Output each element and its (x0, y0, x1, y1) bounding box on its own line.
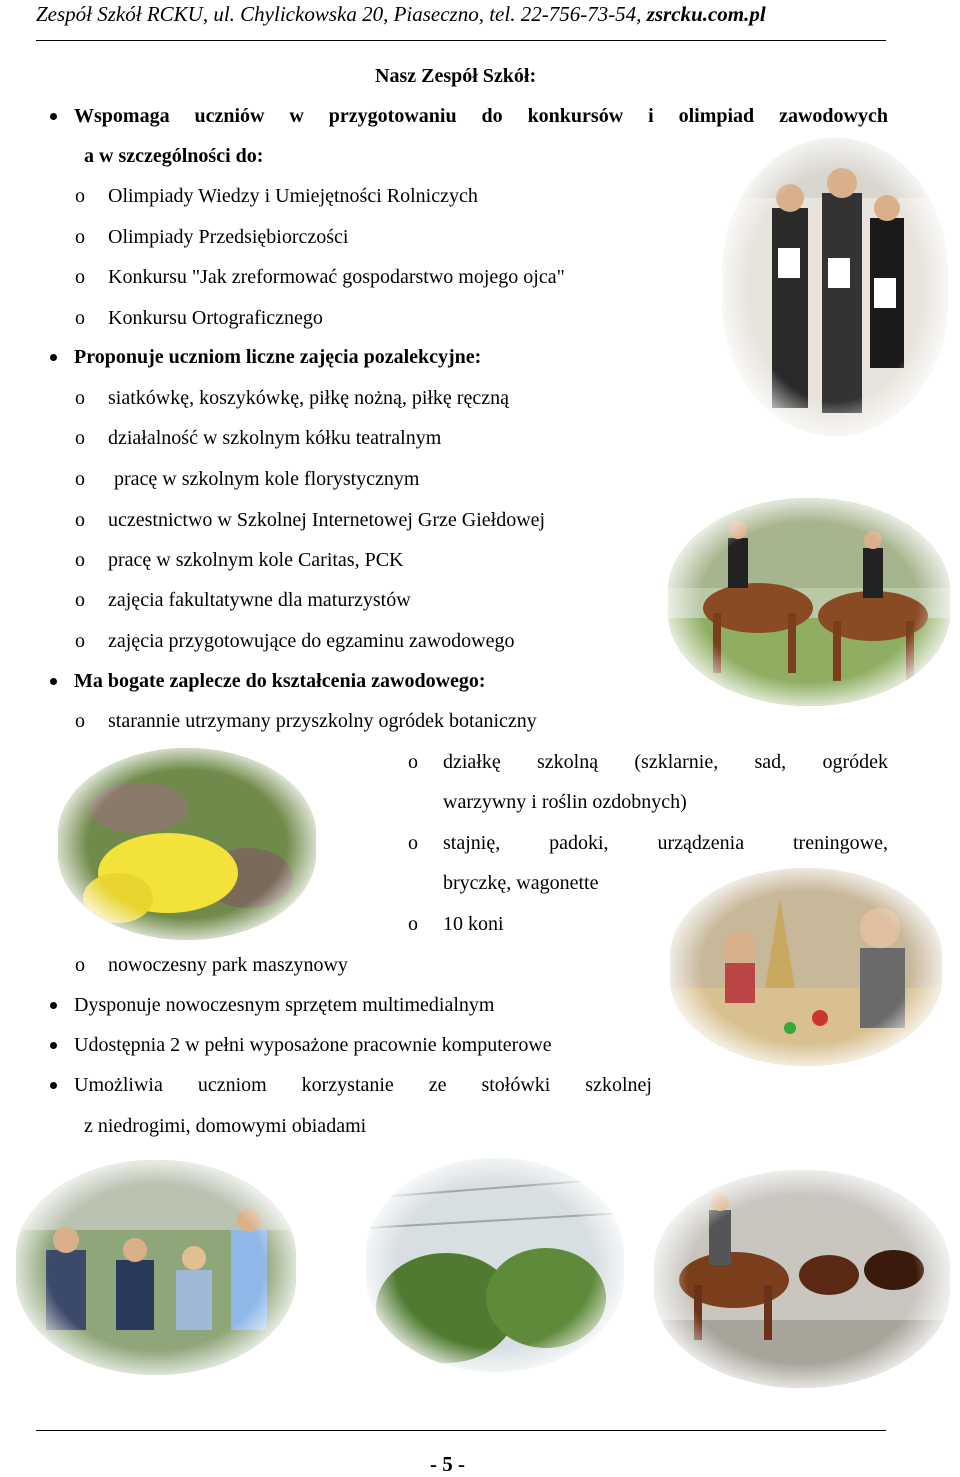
word: ze (428, 1074, 447, 1096)
students-outdoor-photo (16, 1160, 296, 1375)
list-item-cont: bryczkę, wagonette (443, 872, 599, 894)
list-marker: o (75, 589, 85, 611)
list-marker: o (75, 307, 85, 329)
page-number: - 5 - (430, 1452, 465, 1476)
list-marker: o (75, 427, 85, 449)
word: w (289, 105, 304, 127)
word: uczniom (197, 1074, 267, 1096)
section2-lead: Proponuje uczniom liczne zajęcia pozalekcyjne: (74, 346, 482, 368)
horses-parade-photo (654, 1170, 950, 1388)
header-address: Zespół Szkół RCKU, ul. Chylickowska 20, Piaseczno, tel. 22-756-73-54, (36, 2, 647, 26)
list-item: Olimpiady Przedsiębiorczości (108, 226, 349, 248)
bullet (50, 678, 57, 685)
list-marker: o (75, 954, 85, 976)
word: szkolną (537, 751, 599, 773)
greenhouse-photo (366, 1158, 624, 1372)
word: (szklarnie, (634, 751, 719, 773)
list-item: 10 koni (443, 913, 504, 935)
word: treningowe, (792, 832, 888, 854)
bullet (50, 1042, 57, 1049)
list-item: pracę w szkolnym kole Caritas, PCK (108, 549, 404, 571)
footer-rule (36, 1430, 886, 1431)
word: i (648, 105, 654, 127)
list-marker: o (75, 387, 85, 409)
list-item: uczestnictwo w Szkolnej Internetowej Grze Giełdowej (108, 509, 546, 531)
word: przygotowaniu (328, 105, 457, 127)
list-marker: o (75, 710, 85, 732)
list-marker: o (75, 468, 85, 490)
list-item: Konkursu Ortograficznego (108, 307, 323, 329)
section1-lead-cont: a w szczególności do: (84, 145, 264, 167)
botanical-garden-photo (58, 748, 316, 940)
list-item (443, 831, 888, 855)
word: padoki, (549, 832, 609, 854)
list-item: zajęcia fakultatywne dla maturzystów (108, 589, 411, 611)
word: uczniów (194, 105, 265, 127)
page-header (36, 2, 896, 27)
list-marker: o (75, 226, 85, 248)
list-marker: o (75, 549, 85, 571)
list-marker: o (408, 913, 418, 935)
list-marker: o (75, 185, 85, 207)
word: stołówki (481, 1074, 551, 1096)
word: stajnię, (443, 832, 501, 854)
word: działkę (443, 751, 501, 773)
list-item: siatkówkę, koszykówkę, piłkę nożną, piłkę ręczną (108, 387, 509, 409)
bullet (50, 354, 57, 361)
word: Umożliwia (74, 1074, 163, 1096)
section3-lead: Ma bogate zaplecze do kształcenia zawodowego: (74, 670, 486, 692)
list-item: zajęcia przygotowujące do egzaminu zawodowego (108, 630, 515, 652)
word: szkolnej (585, 1074, 652, 1096)
word: ogródek (822, 751, 888, 773)
list-marker: o (408, 832, 418, 854)
word: sad, (754, 751, 787, 773)
section1-lead (74, 104, 888, 128)
word: konkursów (527, 105, 624, 127)
list-marker: o (75, 509, 85, 531)
list-item (443, 750, 888, 774)
bullet (50, 1002, 57, 1009)
list-item: Konkursu "Jak zreformować gospodarstwo mojego ojca" (108, 266, 565, 288)
word: zawodowych (779, 105, 888, 127)
header-website: zsrcku.com.pl (646, 2, 766, 26)
list-item-cont: warzywny i roślin ozdobnych) (443, 791, 687, 813)
word: urządzenia (657, 832, 745, 854)
riders-photo (668, 498, 950, 706)
list-item: nowoczesny park maszynowy (108, 954, 348, 976)
list-item: Udostępnia 2 w pełni wyposażone pracownie komputerowe (74, 1034, 552, 1056)
word: korzystanie (301, 1074, 394, 1096)
header-rule (36, 40, 886, 41)
students-award-photo (722, 138, 948, 436)
list-item: starannie utrzymany przyszkolny ogródek botaniczny (108, 710, 537, 732)
word: do (481, 105, 503, 127)
list-item: Dysponuje nowoczesnym sprzętem multimedialnym (74, 994, 495, 1016)
floristry-class-photo (670, 868, 942, 1066)
bullet (50, 113, 57, 120)
list-item: pracę w szkolnym kole florystycznym (114, 468, 420, 490)
list-marker: o (408, 751, 418, 773)
list-marker: o (75, 266, 85, 288)
list-item-cont: z niedrogimi, domowymi obiadami (84, 1115, 367, 1137)
word: Wspomaga (74, 105, 170, 127)
list-item: działalność w szkolnym kółku teatralnym (108, 427, 442, 449)
list-item (74, 1073, 652, 1097)
page-title: Nasz Zespół Szkół: (375, 65, 537, 87)
bullet (50, 1082, 57, 1089)
list-marker: o (75, 630, 85, 652)
word: olimpiad (678, 105, 755, 127)
list-item: Olimpiady Wiedzy i Umiejętności Rolniczych (108, 185, 478, 207)
